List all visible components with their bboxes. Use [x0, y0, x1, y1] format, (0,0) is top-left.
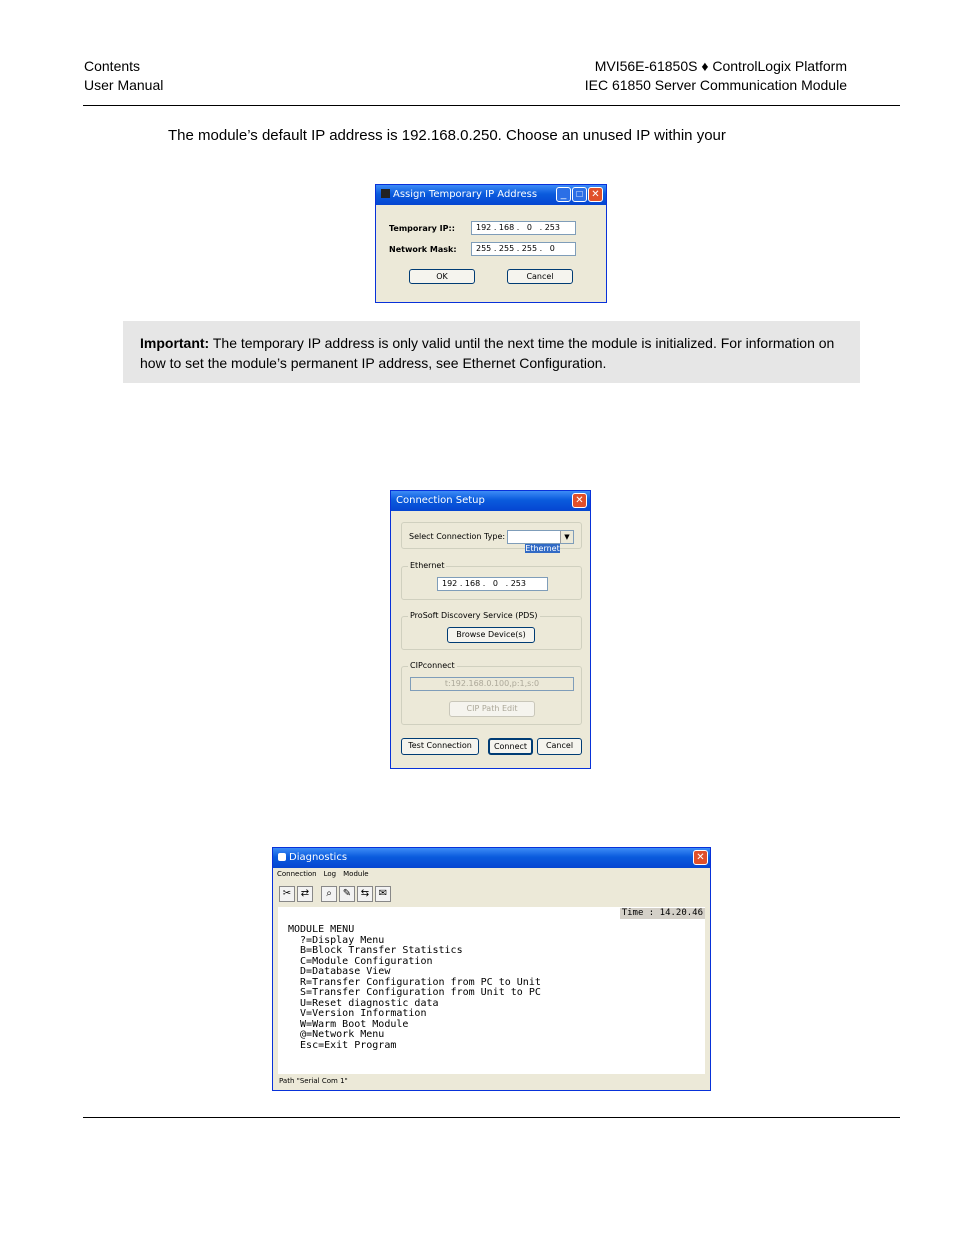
- header-right-line2: IEC 61850 Server Communication Module: [584, 77, 847, 93]
- important-label: Important:: [140, 335, 210, 351]
- cipconnect-group: [401, 661, 582, 725]
- status-bar: Path "Serial Com 1": [279, 1077, 348, 1085]
- menu-line-10: @=Network Menu: [288, 1029, 385, 1040]
- ok-button[interactable]: OK: [409, 269, 475, 284]
- connection-setup-dialog: [390, 490, 591, 769]
- ethernet-group: [401, 561, 582, 600]
- menu-line-3: C=Module Configuration: [288, 955, 433, 967]
- close-icon[interactable]: ✕: [693, 850, 708, 865]
- menu-bar: [277, 868, 369, 880]
- important-body: The temporary IP address is only valid until the next time the module is initialized. For information on how to set the module’s permanent IP address, see Ethernet Configuration.: [140, 335, 835, 371]
- menu-line-2: B=Block Transfer Statistics: [288, 945, 463, 956]
- menu-line-1: ?=Display Menu: [288, 934, 385, 946]
- header-left-line2: User Manual: [84, 77, 164, 93]
- ethernet-group-title: Ethernet: [410, 561, 445, 570]
- cancel-button[interactable]: Cancel: [537, 738, 582, 755]
- connection-setup-titlebar: [391, 491, 590, 511]
- network-mask-label: Network Mask:: [389, 245, 457, 254]
- search-icon[interactable]: ⌕: [321, 886, 337, 902]
- intro-text: The module’s default IP address is 192.168.0.250. Choose an unused IP within your: [168, 127, 726, 144]
- pds-group: [401, 611, 582, 650]
- header-rule: [83, 105, 900, 106]
- connect-button[interactable]: Connect: [488, 738, 533, 755]
- diagnostics-terminal[interactable]: [278, 907, 705, 1074]
- important-note-text: [140, 333, 845, 373]
- minimize-icon[interactable]: _: [556, 187, 571, 202]
- temp-ip-label: Temporary IP::: [389, 224, 455, 233]
- maximize-icon[interactable]: □: [572, 187, 587, 202]
- assign-ip-title: Assign Temporary IP Address: [393, 189, 538, 200]
- connection-type-select[interactable]: [507, 530, 574, 553]
- menu-line-9: W=Warm Boot Module: [288, 1018, 409, 1030]
- edit-icon[interactable]: ✎: [339, 886, 355, 902]
- connection-type-label: Select Connection Type:: [409, 532, 506, 541]
- diagnostics-window: [272, 847, 711, 1091]
- chevron-down-icon[interactable]: ▼: [560, 531, 573, 543]
- test-connection-button[interactable]: Test Connection: [401, 738, 479, 755]
- header-left-line1: Contents: [84, 58, 141, 74]
- menu-line-0: MODULE MENU: [288, 924, 355, 935]
- important-note: [123, 321, 860, 383]
- app-icon: [381, 189, 390, 198]
- close-icon[interactable]: ✕: [572, 493, 587, 508]
- ethernet-ip-field[interactable]: 192 . 168 . 0 . 253: [437, 577, 548, 591]
- menu-module[interactable]: Module: [343, 870, 369, 878]
- disconnect-icon[interactable]: ✂: [279, 886, 295, 902]
- menu-line-4: D=Database View: [288, 966, 391, 977]
- cipconnect-group-title: CIPconnect: [410, 661, 455, 670]
- diagnostics-titlebar: [273, 848, 710, 868]
- email-icon[interactable]: ✉: [375, 886, 391, 902]
- close-icon[interactable]: ✕: [588, 187, 603, 202]
- connect-icon[interactable]: ⇄: [297, 886, 313, 902]
- cip-path-edit-button: CIP Path Edit: [449, 701, 535, 717]
- menu-line-7: U=Reset diagnostic data: [288, 997, 439, 1009]
- menu-connection[interactable]: Connection: [277, 870, 317, 878]
- diagnostics-title: Diagnostics: [289, 852, 348, 863]
- temp-ip-field[interactable]: 192 . 168 . 0 . 253: [471, 221, 576, 235]
- menu-line-8: V=Version Information: [288, 1008, 427, 1019]
- footer-rule: [83, 1117, 900, 1118]
- menu-log[interactable]: Log: [323, 870, 337, 878]
- connection-type-group: [401, 522, 582, 553]
- app-icon: [278, 853, 286, 861]
- assign-ip-dialog: [375, 184, 607, 303]
- cip-path-field: t:192.168.0.100,p:1,s:0: [410, 677, 574, 691]
- connection-setup-title: Connection Setup: [396, 495, 485, 506]
- toolbar: [279, 886, 399, 902]
- menu-line-5: R=Transfer Configuration from PC to Unit: [288, 976, 541, 988]
- cancel-button[interactable]: Cancel: [507, 269, 573, 284]
- time-display: Time : 14.20.46: [621, 908, 703, 918]
- transfer-icon[interactable]: ⇆: [357, 886, 373, 902]
- header-right-line1: MVI56E-61850S ♦ ControlLogix Platform: [594, 58, 847, 74]
- network-mask-field[interactable]: 255 . 255 . 255 . 0: [471, 242, 576, 256]
- browse-devices-button[interactable]: Browse Device(s): [447, 627, 535, 643]
- menu-line-6: S=Transfer Configuration from Unit to PC: [288, 987, 541, 998]
- connection-type-value: Ethernet: [525, 544, 560, 553]
- pds-group-title: ProSoft Discovery Service (PDS): [410, 611, 538, 620]
- menu-line-11: Esc=Exit Program: [288, 1039, 397, 1051]
